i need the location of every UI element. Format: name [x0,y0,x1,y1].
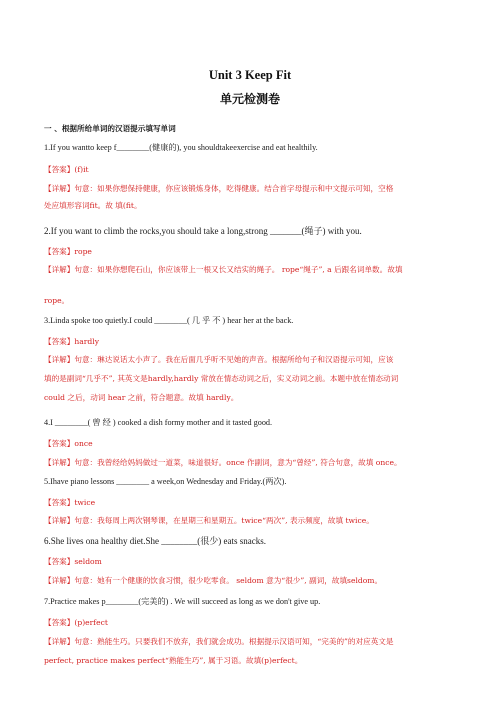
question-6: 6.She lives ona healthy diet.She ________(很少) eats snacks. [44,536,266,546]
explanation-7-line-1: 【详解】句意：熟能生巧。只要我们不放弃，我们就会成功。根据提示汉语可知，“完美的”的对应英文是 [44,637,394,646]
question-5: 5.Ihave piano lessons ________ a week,on Wednesday and Friday.(两次). [44,477,287,486]
answer-1: 【答案】(f)it [44,165,89,174]
answer-7: 【答案】(p)erfect [44,618,108,627]
question-1: 1.If you wantto keep f________(健康的), you shouldtakeexercise and eat healthily. [44,143,318,152]
explanation-1-line-1: 【详解】句意：如果你想保持健康，你应该锻炼身体，吃得健康。结合首字母提示和中文提示可知，空格 [44,184,394,193]
question-4: 4.I ________( 曾 经 ) cooked a dish formy mother and it tasted good. [44,418,273,427]
page-subtitle: 单元检测卷 [219,92,280,106]
explanation-6-line-1: 【详解】句意：她有一个健康的饮食习惯，很少吃零食。 seldom 意为“很少”, 副词，故填seldom。 [44,576,383,585]
explanation-3-line-3: could 之后，动词 hear 之前，符合题意。故填 hardly。 [44,393,239,402]
explanation-7-line-2: perfect, practice makes perfect“熟能生巧”, 属于习语。故填(p)erfect。 [44,656,303,665]
answer-4: 【答案】once [44,439,93,448]
page-title: Unit 3 Keep Fit [208,68,292,82]
explanation-5-line-1: 【详解】句意：我每周上两次钢琴课，在星期三和星期五。twice“两次”, 表示频度，故填 twice。 [44,516,374,525]
explanation-2-line-1: 【详解】句意：如果你想爬石山，你应该带上一根又长又结实的绳子。 rope“绳子”, a 后跟名词单数。故填 [44,265,403,274]
section-heading: 一 、根据所给单词的汉语提示填写单词 [44,124,176,133]
question-3: 3.Linda spoke too quietly.I could ________( 几 乎 不 ) hear her at the back. [44,316,294,325]
answer-3: 【答案】hardly [44,337,100,346]
explanation-4-line-1: 【详解】句意：我曾经给妈妈做过一道菜，味道很好。once 作副词，意为“曾经”, 符合句意，故填 once。 [44,458,402,467]
explanation-3-line-2: 填的是副词“几乎不”, 其英文是hardly,hardly 常放在情态动词之后，实义动词之前。本题中放在情态动词 [44,374,399,383]
answer-2: 【答案】rope [44,247,92,256]
explanation-3-line-1: 【详解】句意：琳达说话太小声了。我在后面几乎听不见她的声音。根据所给句子和汉语提示可知，应该 [44,355,394,364]
explanation-1-line-2: 处应填形容词fit。故 填(fit。 [44,201,142,210]
question-7: 7.Practice makes p________(完美的) . We will succeed as long as we don't give up. [44,597,321,606]
answer-6: 【答案】seldom [44,557,102,566]
answer-5: 【答案】twice [44,498,96,507]
explanation-2-line-2: rope。 [44,296,70,305]
question-2: 2.If you want to climb the rocks,you should take a long,strong _______(绳子) with you. [44,226,362,236]
